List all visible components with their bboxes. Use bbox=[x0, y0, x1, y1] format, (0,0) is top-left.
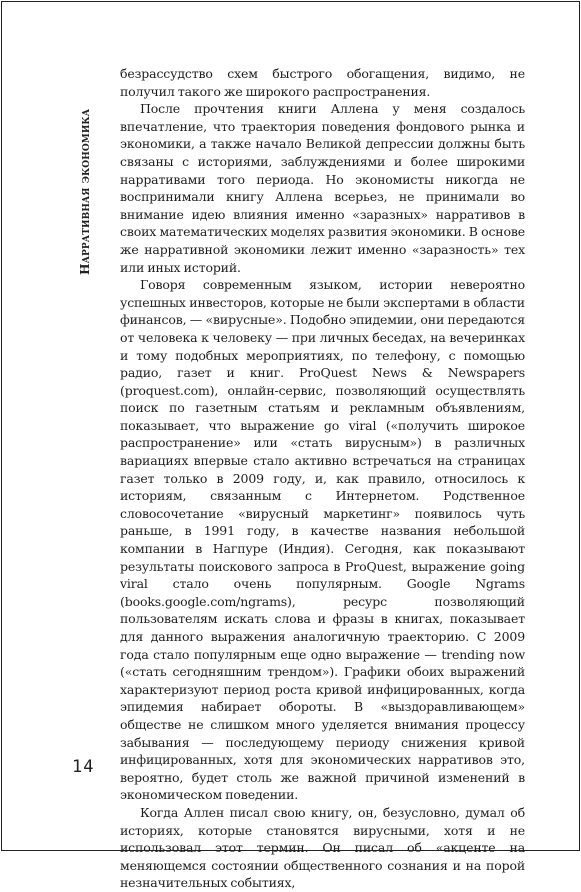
paragraph: После прочтения книги Аллена у меня создалось впечатление, что траектория поведения фондового рынка и экономики, а также начало Великой депрессии должны быть связаны с историями, заблуждениями и более широкими нарративами того периода. Но экономисты никогда не воспринимали книгу Аллена всерьез, не принимали во внимание идею влияния именно «заразных» нарративов в своих математических моделях развития экономики. В основе же нарративной экономики лежит именно «заразность» тех или иных историй. bbox=[120, 101, 525, 275]
page-number: 14 bbox=[72, 757, 95, 777]
running-head-text: Нарративная экономика bbox=[78, 108, 92, 275]
paragraph-continued: безрассудство схем быстрого обогащения, видимо, не получил такого же широкого распространения. bbox=[120, 66, 525, 99]
running-head bbox=[80, 68, 96, 278]
body-text bbox=[120, 65, 525, 892]
paragraph: Говоря современным языком, истории невероятно успешных инвесторов, которые не были экспертами в области финансов, — «вирусные». Подобно эпидемии, они передаются от человека к человеку — при личных беседах, на вечеринках и тому подобных мероприятиях, по телефону, с помощью радио, газет и книг. ProQuest News & Newspapers (proquest.com), онлайн-сервис, позволяющий осуществлять поиск по газетным статьям и рекламным объявлениям, показывает, что выражение go viral («получить широкое распространение» или «стать вирусным») в различных вариациях впервые стало активно встречаться на страницах газет только в 2009 году, и, как правило, относилось к историям, связанным с Интернетом. Родственное словосочетание «вирусный маркетинг» появилось чуть раньше, в 1991 году, в качестве названия небольшой компании в Нагпуре (Индия). Сегодня, как показывают результаты поискового запроса в ProQuest, выражение going viral стало очень популярным. Google Ngrams (books.google.com/ngrams), ресурс позволяющий пользователям искать слова и фразы в книгах, показывает для данного выражения аналогичную траекторию. С 2009 года стало популярным еще одно выражение — trending now («стать сегодняшним трендом»). Графики обоих выражений характеризуют период роста кривой инфицированных, когда эпидемия набирает обороты. В «выздоравливающем» обществе не слишком много уделяется внимания процессу забывания — последующему периоду снижения кривой инфицированных, хотя для экономических нарративов это, вероятно, будет столь же важной причиной изменений в экономическом поведении. bbox=[120, 277, 525, 803]
paragraph: Когда Аллен писал свою книгу, он, безусловно, думал об историях, которые становятся вирусными, хотя и не использовал этот термин. Он писал об «акценте на меняющемся состоянии общественного сознания и на порой незначительных событиях, bbox=[120, 804, 525, 891]
